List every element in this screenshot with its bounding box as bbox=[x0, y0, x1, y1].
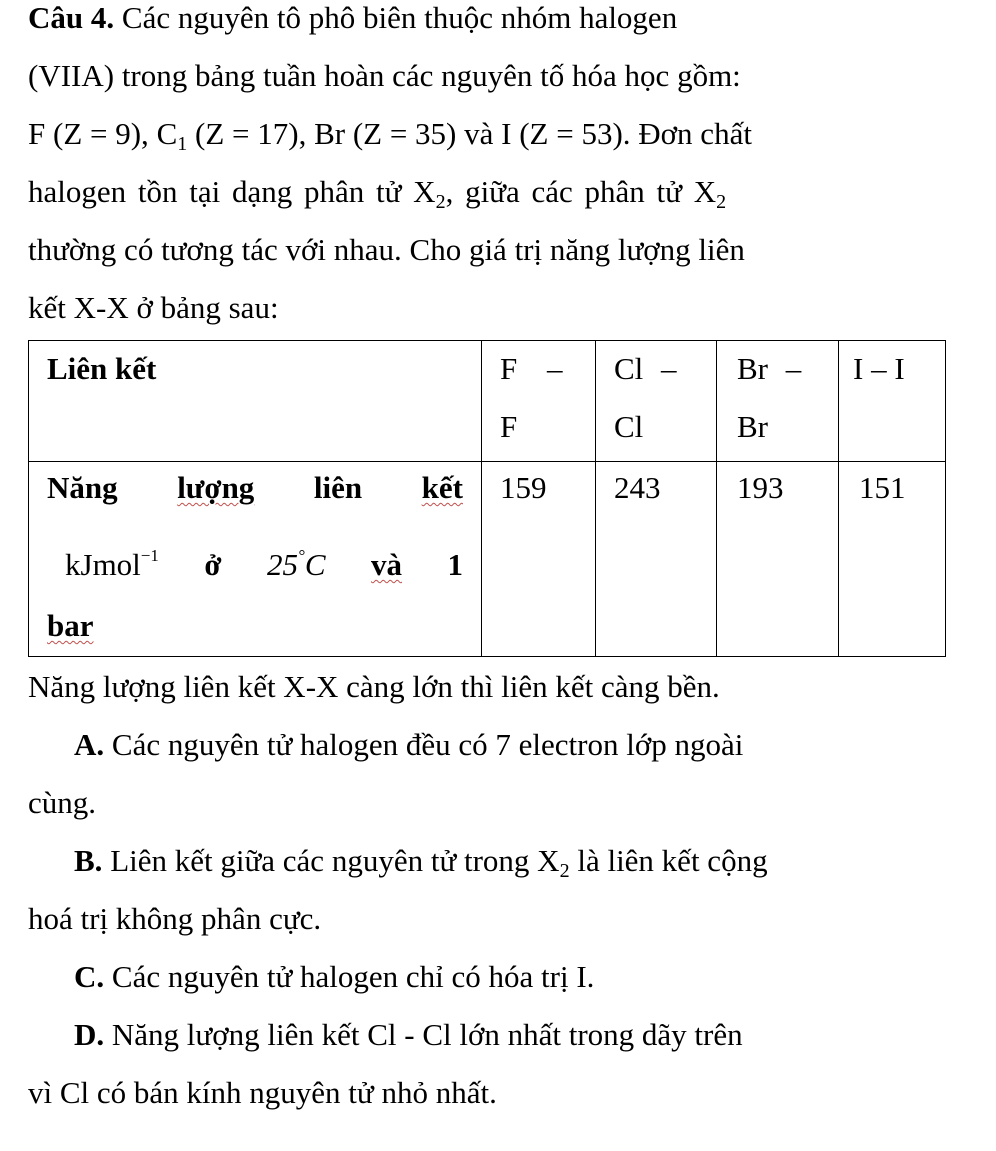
header-cell-brbr: Br – Br bbox=[717, 341, 839, 462]
value-cell-ff: 159 bbox=[482, 462, 596, 657]
table-header-row bbox=[29, 341, 946, 462]
option-b-line-1: B. Liên kết giữa các nguyên tử trong $X_2$ là liên kết cộng bbox=[74, 843, 768, 882]
question-line-2: (VIIA) trong bảng tuần hoàn các nguyên tố hóa học gồm: bbox=[28, 58, 741, 93]
row-label-line-1: Năng lượng liên kết bbox=[47, 470, 463, 505]
option-a-label: A. bbox=[74, 727, 105, 762]
option-d-line-1: D. Năng lượng liên kết Cl - Cl lớn nhất trong dãy trên bbox=[74, 1017, 743, 1052]
value-cell-brbr: 193 bbox=[717, 462, 839, 657]
value-cell-clcl: 243 bbox=[596, 462, 717, 657]
question-line-1 bbox=[28, 0, 943, 36]
header-cell-ff: F – F bbox=[482, 341, 596, 462]
option-b-line-2: hoá trị không phân cực. bbox=[28, 901, 322, 936]
header-label-cell bbox=[29, 341, 482, 462]
value-cell-ii: 151 bbox=[839, 462, 946, 657]
option-c-label: C. bbox=[74, 959, 105, 994]
option-a-line-2: cùng. bbox=[28, 785, 97, 820]
option-b-label: B. bbox=[74, 843, 103, 878]
question-line-4: halogen tồn tại dạng phân tử $X_2$, giữa các phân tử $X_2$ bbox=[28, 174, 727, 213]
option-d-line-2: vì Cl có bán kính nguyên tử nhỏ nhất. bbox=[28, 1075, 497, 1110]
bond-energy-table bbox=[28, 340, 946, 657]
question-text-1: Các nguyên tô phô biên thuộc nhóm halogen bbox=[121, 0, 678, 35]
row-label-line-3: bar bbox=[47, 608, 94, 643]
question-line-3: F (Z = 9), $C_1$ (Z = 17), Br (Z = 35) và I (Z = 53). Đơn chất bbox=[28, 116, 752, 155]
header-cell-clcl: Cl – Cl bbox=[596, 341, 717, 462]
table-value-row bbox=[29, 462, 946, 657]
statement: Năng lượng liên kết X-X càng lớn thì liên kết càng bền. bbox=[28, 669, 720, 704]
row-label-line-2: kJmol$^{-1}$ ở 25°C và 1 bbox=[65, 546, 463, 582]
header-cell-ii: I – I bbox=[839, 341, 946, 462]
question-line-6: kết X-X ở bảng sau: bbox=[28, 290, 279, 325]
row-label-cell bbox=[29, 462, 482, 657]
option-d-label: D. bbox=[74, 1017, 105, 1052]
question-label: Câu 4. bbox=[28, 0, 115, 35]
header-label: Liên kết bbox=[47, 351, 157, 386]
question-line-5: thường có tương tác với nhau. Cho giá trị năng lượng liên bbox=[28, 232, 745, 267]
option-a-line-1: A. Các nguyên tử halogen đều có 7 electron lớp ngoài bbox=[74, 727, 744, 762]
option-c: C. Các nguyên tử halogen chỉ có hóa trị I. bbox=[74, 959, 595, 994]
